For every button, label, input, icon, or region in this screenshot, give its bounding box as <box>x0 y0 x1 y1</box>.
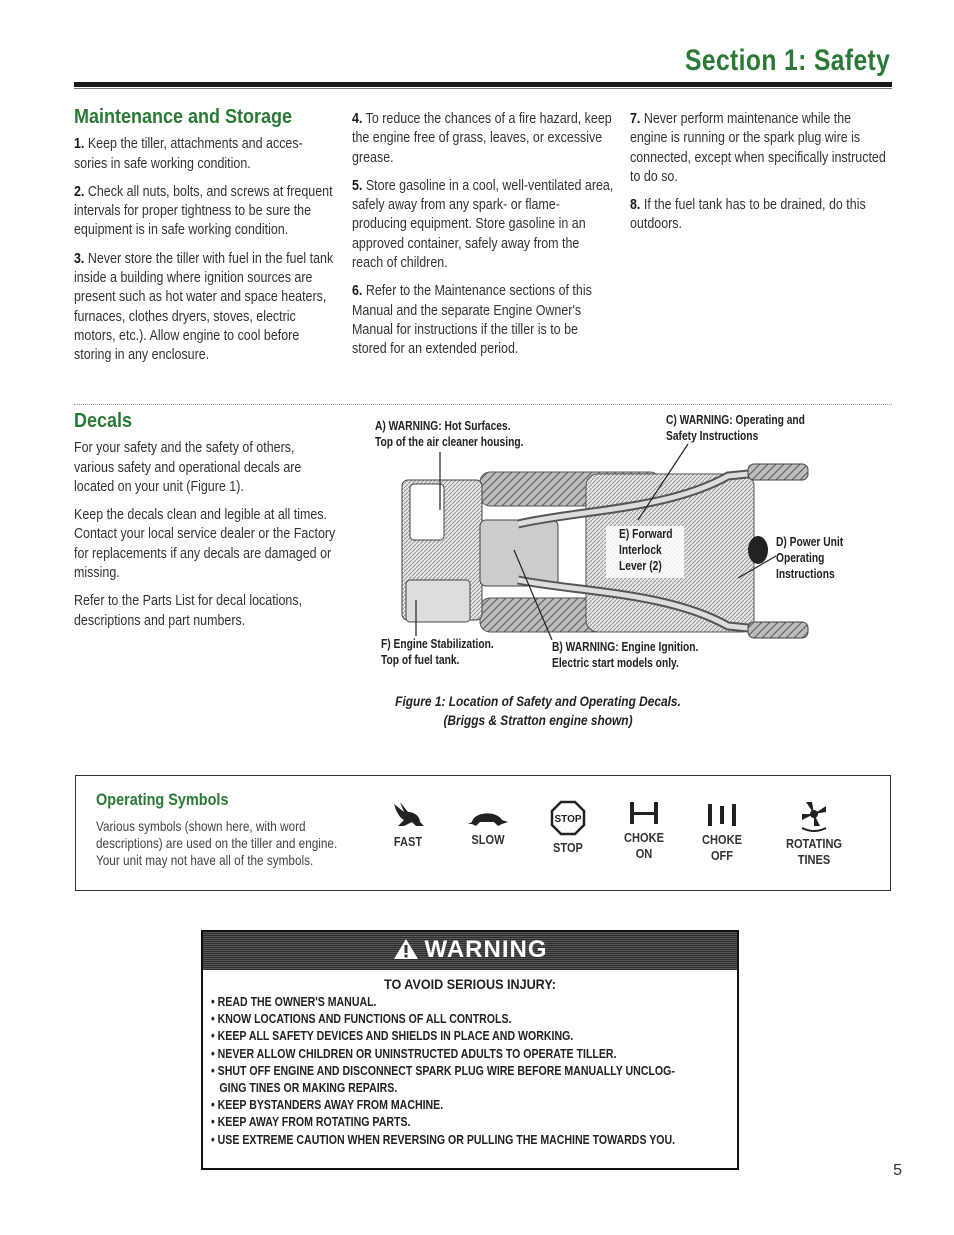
maintenance-column-3 <box>630 110 892 244</box>
maintenance-item-3: 3. Never store the tiller with fuel in the fuel tank inside a building where ignition sources are present such as hot water and space heaters, furnaces, clothes dryers, stoves, electric motors, etc.). Allow engine to cool before storing in any enclosure. <box>74 250 334 364</box>
warning-header-title: WARNING <box>203 936 737 964</box>
choke-on-icon <box>626 800 662 826</box>
turtle-icon <box>466 808 510 828</box>
warning-item: • KEEP ALL SAFETY DEVICES AND SHIELDS IN PLACE AND WORKING. <box>211 1028 681 1045</box>
warning-item: • SHUT OFF ENGINE AND DISCONNECT SPARK PLUG WIRE BEFORE MANUALLY UNCLOG- <box>211 1063 681 1080</box>
warning-triangle-icon <box>393 938 419 960</box>
warning-item-continued: GING TINES OR MAKING REPAIRS. <box>219 1081 398 1096</box>
warning-list <box>211 994 771 1149</box>
decals-column <box>74 412 336 640</box>
section-divider <box>74 404 892 405</box>
grip-bottom <box>748 622 808 638</box>
maintenance-item-6: 6. Refer to the Maintenance sections of this Manual and the separate Engine Owner's Manual for instructions if the tiller is to be stored for an extended period. <box>352 283 592 358</box>
callout-c: C) WARNING: Operating and Safety Instructions <box>666 413 805 443</box>
tiller-diagram <box>368 440 838 640</box>
warning-item: • KNOW LOCATIONS AND FUNCTIONS OF ALL CONTROLS. <box>211 1011 681 1028</box>
operating-symbols-description: Various symbols (shown here, with word descriptions) are used on the tiller and engine. Your unit may not have all of the symbols. <box>96 818 338 868</box>
figure-caption: Figure 1: Location of Safety and Operating Decals. (Briggs & Stratton engine shown) <box>395 693 681 728</box>
callout-a: A) WARNING: Hot Surfaces. Top of the air cleaner housing. <box>375 419 524 449</box>
warning-item: • USE EXTREME CAUTION WHEN REVERSING OR PULLING THE MACHINE TOWARDS YOU. <box>211 1132 681 1149</box>
title-rule-thin <box>74 88 892 89</box>
warning-item: • KEEP BYSTANDERS AWAY FROM MACHINE. <box>211 1097 681 1114</box>
maintenance-item-2: 2. Check all nuts, bolts, and screws at frequent intervals for proper tightness to be sure the equipment is in safe working condition. <box>74 183 333 239</box>
section-title: Section 1: Safety <box>684 44 890 77</box>
maintenance-item-7: 7. Never perform maintenance while the engine is running or the spark plug wire is connected, except when specifically instructed to do so. <box>630 111 886 185</box>
decals-paragraph-3: Refer to the Parts List for decal locations, descriptions and part numbers. <box>74 593 303 629</box>
warning-item: • NEVER ALLOW CHILDREN OR UNINSTRUCTED ADULTS TO OPERATE TILLER. <box>211 1046 681 1063</box>
symbol-fast: FAST <box>380 800 436 850</box>
maintenance-column-1 <box>74 108 336 375</box>
maintenance-column-2 <box>352 110 614 369</box>
callout-b: B) WARNING: Engine Ignition. Electric start models only. <box>552 640 699 670</box>
callout-e: E) Forward Interlock Lever (2) <box>619 527 673 573</box>
maintenance-item-4: 4. To reduce the chances of a fire hazard, keep the engine free of grass, leaves, or excessive grease. <box>352 111 612 166</box>
symbol-choke-off: CHOKE OFF <box>692 802 752 864</box>
maintenance-item-8: 8. If the fuel tank has to be drained, do this outdoors. <box>630 197 866 233</box>
symbol-rotating-tines: ROTATING TINES <box>774 798 854 868</box>
choke-off-icon <box>704 802 740 828</box>
grip-top <box>748 464 808 480</box>
stop-sign-icon <box>550 800 586 836</box>
rabbit-icon <box>390 800 426 830</box>
symbol-choke-on: CHOKE ON <box>614 800 674 862</box>
callout-f: F) Engine Stabilization. Top of fuel tank. <box>381 637 494 667</box>
warning-subtitle: TO AVOID SERIOUS INJURY: <box>383 976 556 992</box>
symbol-stop: STOP STOP <box>540 800 596 856</box>
decals-paragraph-1: For your safety and the safety of others, various safety and operational decals are located on your unit (Figure 1). <box>74 440 302 495</box>
symbol-slow: SLOW <box>458 808 518 848</box>
maintenance-item-5: 5. Store gasoline in a cool, well-ventilated area, safely away from any spark- or flame-producing equipment. Store gasoline in an approved container, safely away from the reach of children. <box>352 177 614 272</box>
decals-paragraph-2: Keep the decals clean and legible at all times. Contact your local service dealer or the Factory for replacements if any decals are damaged or missing. <box>74 507 336 582</box>
decals-heading: Decals <box>74 410 133 432</box>
warning-item: • KEEP AWAY FROM ROTATING PARTS. <box>211 1114 681 1131</box>
operating-symbols-title: Operating Symbols <box>96 790 229 809</box>
title-rule <box>74 82 892 87</box>
warning-item: • READ THE OWNER'S MANUAL. <box>211 994 681 1011</box>
air-cleaner <box>410 484 444 540</box>
rotating-tines-icon <box>796 798 832 832</box>
callout-d: D) Power Unit Operating Instructions <box>776 535 844 581</box>
power-unit-knob <box>748 536 768 564</box>
svg-text:STOP: STOP <box>554 814 582 825</box>
page-number: 5 <box>893 1162 902 1179</box>
warning-box <box>201 930 739 1170</box>
maintenance-item-1: 1. Keep the tiller, attachments and acces-sories in safe working condition. <box>74 136 303 172</box>
maintenance-heading: Maintenance and Storage <box>74 106 293 128</box>
